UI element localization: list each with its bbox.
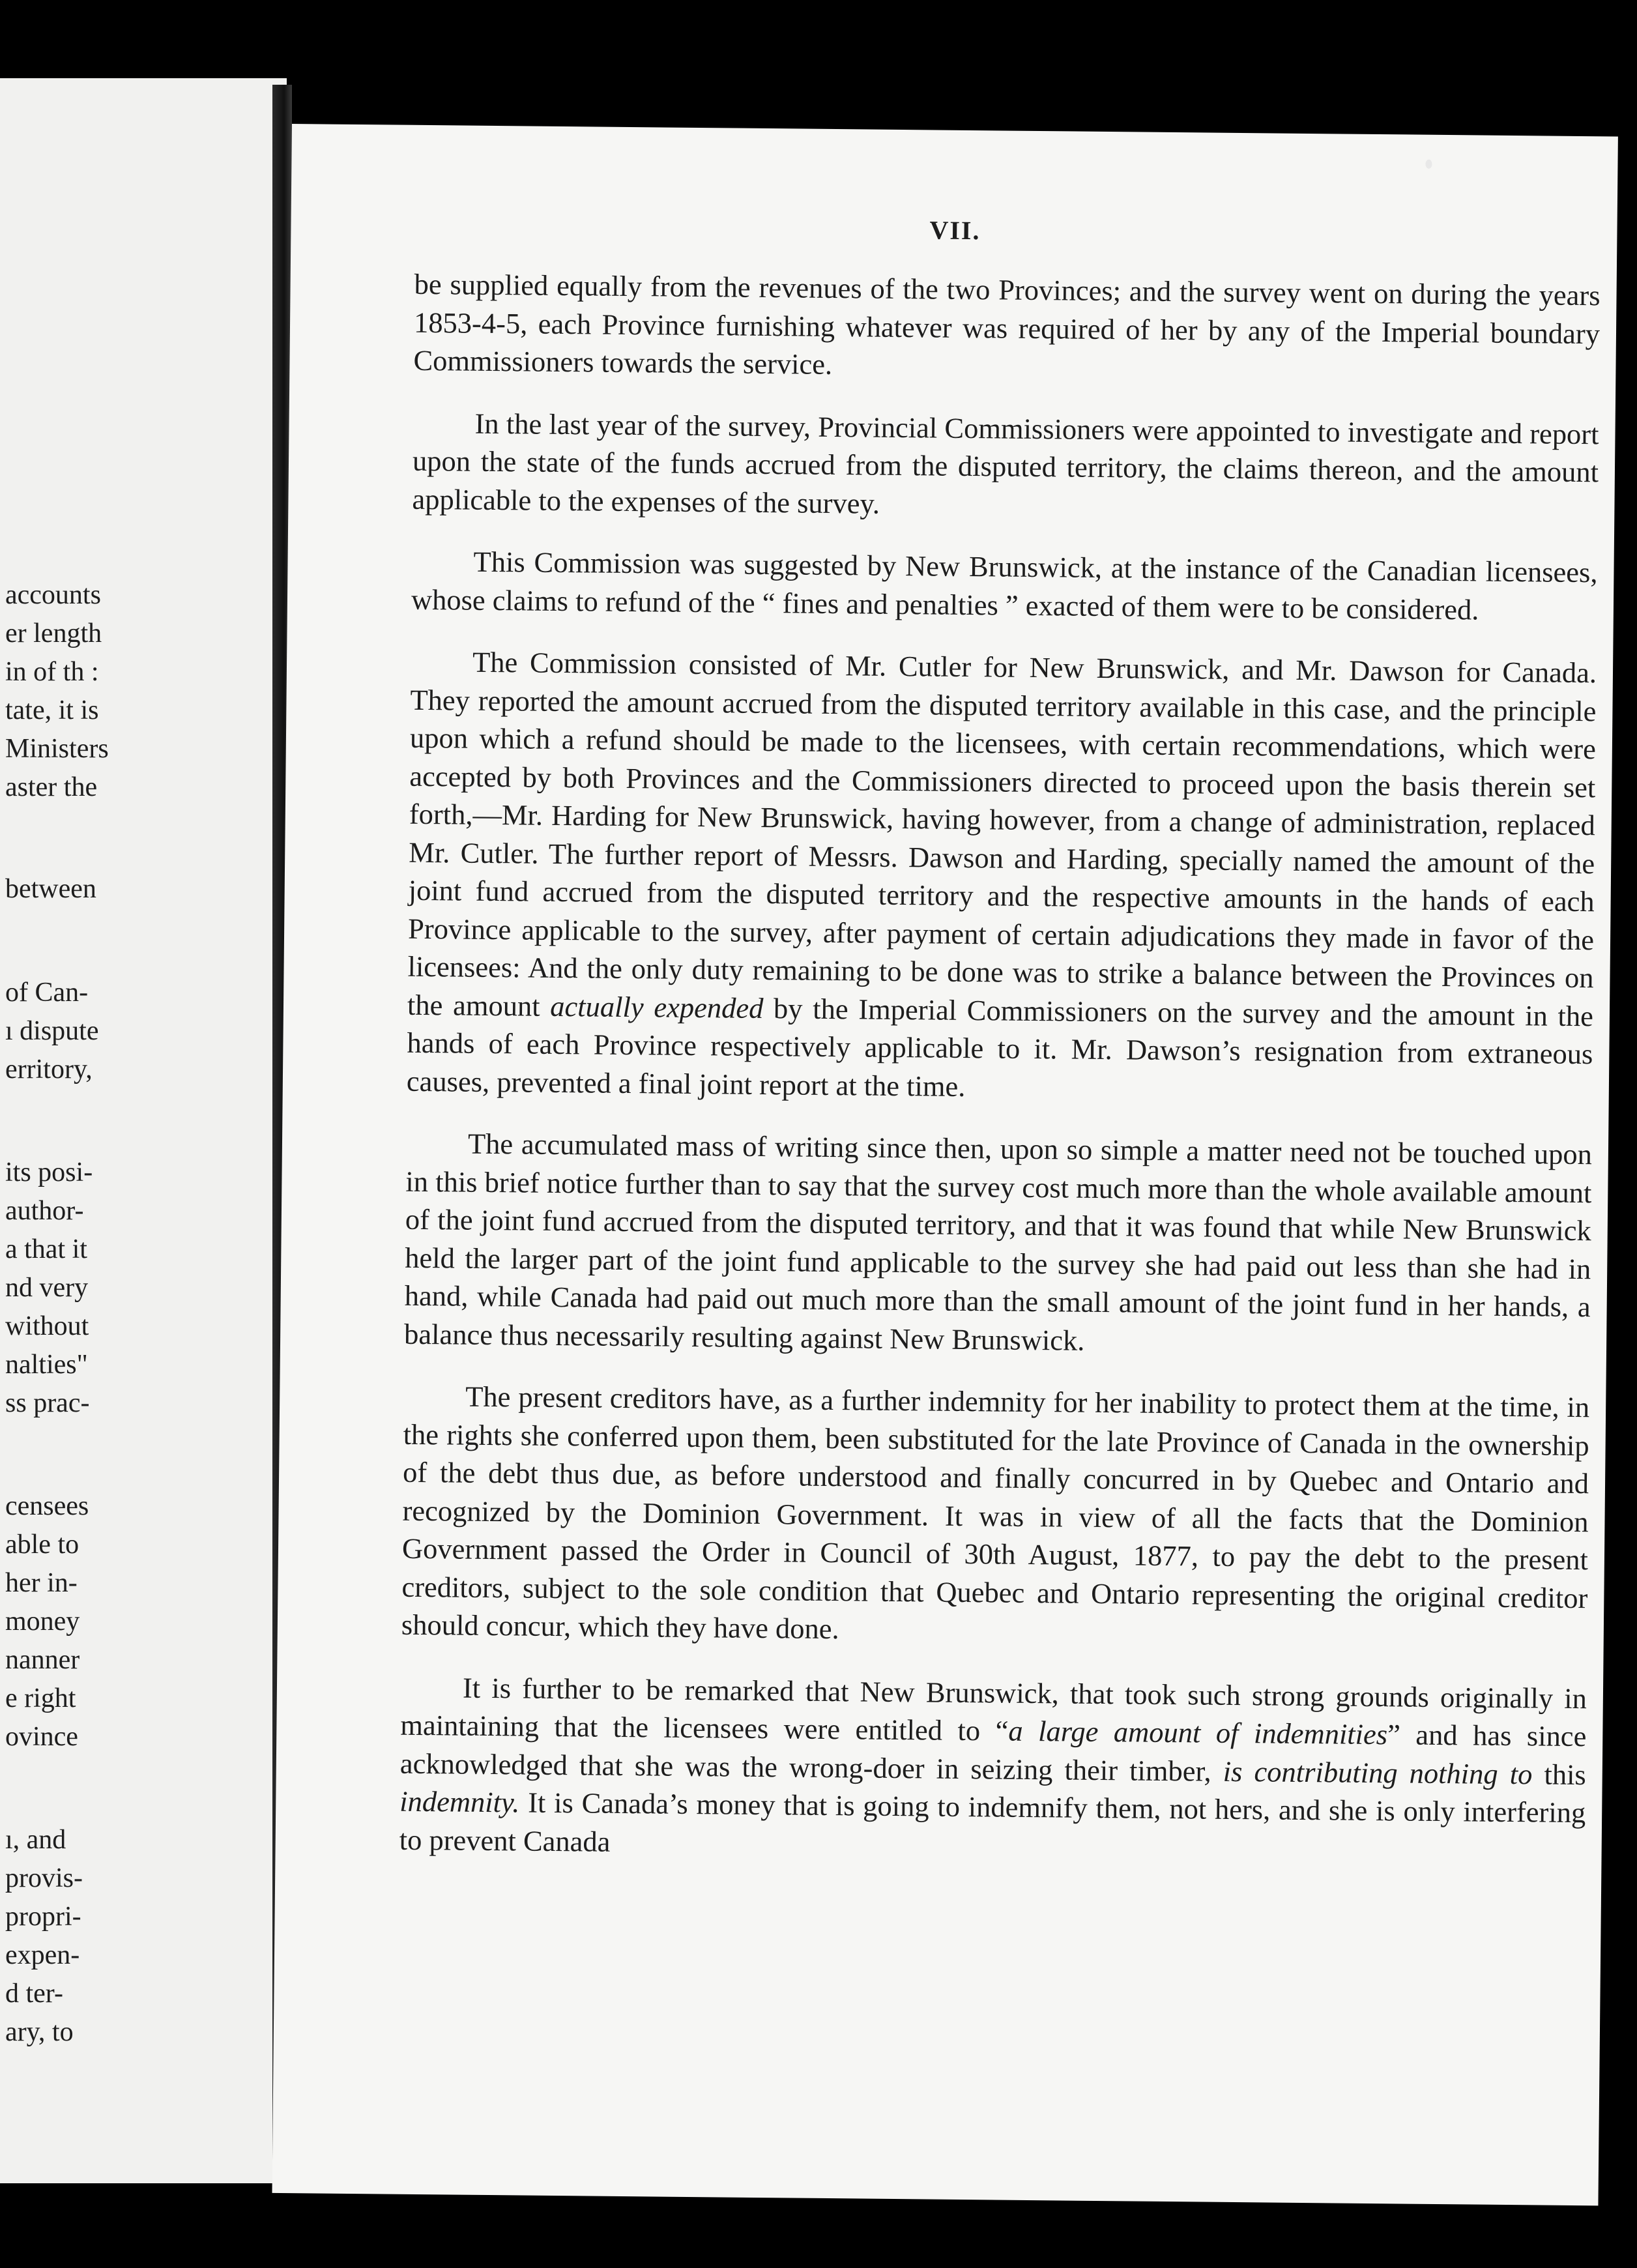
text-run: this [1532,1757,1587,1791]
left-page-line: without [5,1311,89,1341]
text-run: by the Imperial Commissioners on the survey and the amount in the hands of each Province respectively applicable to it. Mr. Dawson’s resignation from extraneous causes, prevented a final joint report at the time. [406,991,1594,1103]
left-page-fragment [0,78,287,2183]
text-run: This Commission was suggested by New Brunswick, at the instance of the Canadian licensees, whose claims to refund of the “ fines and penalties ” exacted of them were to be considered. [411,545,1598,626]
left-page-line: ı, and [5,1825,66,1855]
left-page-line: in of th : [5,657,99,687]
paper-speck [1425,160,1432,169]
left-page-line: e right [5,1683,76,1713]
left-page-line: nalties" [5,1350,88,1380]
left-page-line: a that it [5,1234,87,1264]
paragraph [399,1668,1587,1870]
left-page-line: d ter- [5,1979,63,2009]
left-page-line: ı dispute [5,1016,99,1046]
italic-text-run: actually expended [550,989,764,1025]
text-run: It is Canada’s money that is going to indemnify them, not hers, and she is only interfering to prevent Canada [399,1786,1586,1858]
text-run: be supplied equally from the revenues of the two Provinces; and the survey went on during the years 1853-4-5, each Province furnishing whatever was required of her by any of the Imperial boundary Commissioners towards the service. [413,267,1601,381]
paragraph [404,1124,1592,1364]
text-run: It is further to be remarked that New Brunswick, that took such strong grounds originally in maintaining that the licensees were entitled to “ [400,1671,1587,1747]
left-page-line: aster the [5,772,98,802]
left-page-line: Ministers [5,734,109,764]
paragraph [411,542,1598,630]
left-page-line: able to [5,1530,80,1560]
left-page-line: ary, to [5,2017,74,2047]
left-page-line: provis- [5,1863,83,1893]
paragraph [407,643,1597,1111]
text-run: The present creditors have, as a further indemnity for her inability to protect them at the time, in the rights she conferred upon them, been substituted for the late Province of Canada in the ownership of the debt thus due, as before understood and finally concurred in by Quebec and Ontario and recognized by the Dominion Government. It was in view of all the facts that the Dominion Government passed the Order in Council of 30th August, 1877, to pay the debt to the present creditors, subject to the sole condition that Quebec and Ontario representing the original creditor should concur, which they have done. [401,1380,1590,1646]
left-page-line: of Can- [5,978,89,1008]
text-run: The Commission consisted of Mr. Cutler for New Brunswick, and Mr. Dawson for Canada. They reported the amount accrued from the disputed territory available in this case, and the principle upon which a refund should be made to the licensees, with certain recommendations, which were accepted by both Provinces and the Commissioners directed to proceed upon the basis therein set forth,—Mr. Harding for New Brunswick, having however, from a change of administration, replaced Mr. Cutler. The further report of Messrs. Dawson and Harding, specially named the amount of the joint fund accrued from the disputed territory and the respective amounts in the hands of each Province applicable to the survey, after payment of certain adjudications they made in favor of the licensees: And the only duty remaining to be done was to strike a balance between the Provinces on the amount [407,645,1597,1023]
left-page-line: author- [5,1196,84,1226]
text-run: ” and has since acknowledged that she was the wrong-doer in seizing their timber, [399,1718,1587,1788]
left-page-line: nanner [5,1645,80,1675]
text-run: In the last year of the survey, Provincial Commissioners were appointed to investigate and report upon the state of the funds accrued from the disputed territory, the claims thereon, and the amount applicable to the expenses of the survey. [412,407,1599,520]
left-page-line: between [5,874,96,904]
left-page-line: accounts [5,580,101,610]
left-page-line: nd very [5,1273,89,1303]
left-page-line: its posi- [5,1157,93,1187]
italic-text-run: is contributing nothing to [1223,1754,1533,1790]
text-run: The accumulated mass of writing since then, upon so simple a matter need not be touched upon in this brief notice further than to say that the survey cost much more than the whole available amount of the joint fund accrued from the disputed territory, and that it was found that while New Brunswick held the larger part of the joint fund applicable to the survey she had paid out less than she had in hand, while Canada had paid out much more than the small amount of the joint fund in her hands, a balance thus necessarily resulting against New Brunswick. [403,1127,1593,1357]
left-page-line: propri- [5,1902,81,1932]
left-page-line: her in- [5,1568,78,1598]
left-page-line: erritory, [5,1054,93,1084]
paragraph [412,403,1599,529]
right-page [272,124,1618,2205]
left-page-line: money [5,1606,80,1636]
body-text [399,265,1601,1894]
left-page-line: tate, it is [5,695,99,725]
left-page-line: ovince [5,1722,78,1752]
left-page-line: ss prac- [5,1388,90,1418]
italic-text-run: a large amount of indemnities [1008,1714,1388,1751]
italic-text-run: indemnity. [399,1784,520,1819]
page-number: VII. [929,215,981,246]
left-page-line: expen- [5,1940,80,1970]
left-page-line: censees [5,1491,89,1521]
paragraph [401,1377,1590,1655]
left-page-line: er length [5,618,102,648]
paragraph [413,265,1601,391]
